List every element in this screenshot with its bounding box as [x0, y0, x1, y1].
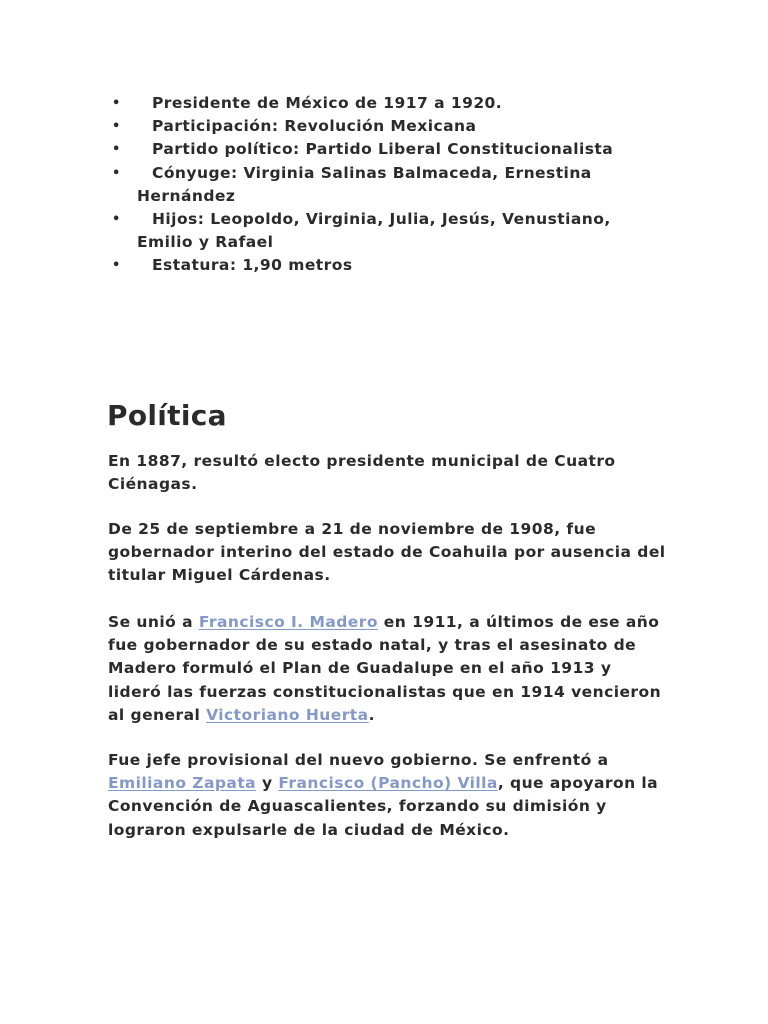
paragraph-text: y — [256, 774, 279, 793]
list-item-text: Cónyuge: Virginia Salinas Balmaceda, Ernestina Hernández — [137, 163, 592, 205]
bullet-icon: • — [112, 142, 121, 158]
list-item-text: Presidente de México de 1917 a 1920. — [152, 94, 503, 112]
list-item — [108, 115, 668, 138]
paragraph-text: Se unió a — [108, 613, 199, 631]
paragraph-municipal: En 1887, resultó electo presidente municipal de Cuatro Ciénagas. — [108, 452, 616, 494]
list-item — [108, 208, 668, 254]
paragraph-text: , que apoyaron la Convención de Aguascalientes, forzando su dimisión y lograron expulsarle de la ciudad de México. — [108, 774, 659, 839]
paragraph-text: en 1911, a últimos de ese año fue gobernador de su estado natal, y tras el asesinato de Madero formuló el Plan de Guadalupe en el año 1913 y lideró las fuerzas constitucionalistas que en 1914 vencieron al general — [108, 613, 662, 724]
list-item-text: Partido político: Partido Liberal Constitucionalista — [152, 140, 614, 159]
bullet-icon: • — [112, 96, 121, 111]
list-item-text: Hijos: Leopoldo, Virginia, Julia, Jesús, Venustiano, Emilio y Rafael — [137, 210, 611, 252]
list-item — [108, 92, 668, 115]
list-item — [108, 138, 668, 161]
paragraph-text: . — [368, 705, 375, 724]
bullet-icon: • — [112, 212, 121, 228]
paragraph-text: Fue jefe provisional del nuevo gobierno. Se enfrentó a — [108, 751, 609, 769]
list-item — [108, 162, 668, 208]
paragraph-governor: De 25 de septiembre a 21 de noviembre de 1908, fue gobernador interino del estado de Coahuila por ausencia del titular Miguel Cárdenas. — [108, 520, 666, 585]
paragraph-government — [108, 749, 668, 842]
bullet-icon: • — [112, 165, 121, 181]
list-item — [108, 254, 668, 277]
link-emiliano-zapata[interactable]: Emiliano Zapata — [108, 774, 257, 793]
list-item-text: Estatura: 1,90 metros — [152, 256, 353, 275]
bullet-icon: • — [112, 258, 121, 274]
biography-bullet-list — [108, 92, 668, 278]
link-victoriano-huerta[interactable]: Victoriano Huerta — [206, 705, 369, 724]
link-pancho-villa[interactable]: Francisco (Pancho) Villa — [278, 774, 498, 793]
paragraph-madero — [108, 611, 668, 727]
section-title: Política — [107, 399, 227, 432]
link-francisco-madero[interactable]: Francisco I. Madero — [198, 613, 378, 631]
list-item-text: Participación: Revolución Mexicana — [152, 117, 477, 136]
bullet-icon: • — [112, 119, 121, 135]
